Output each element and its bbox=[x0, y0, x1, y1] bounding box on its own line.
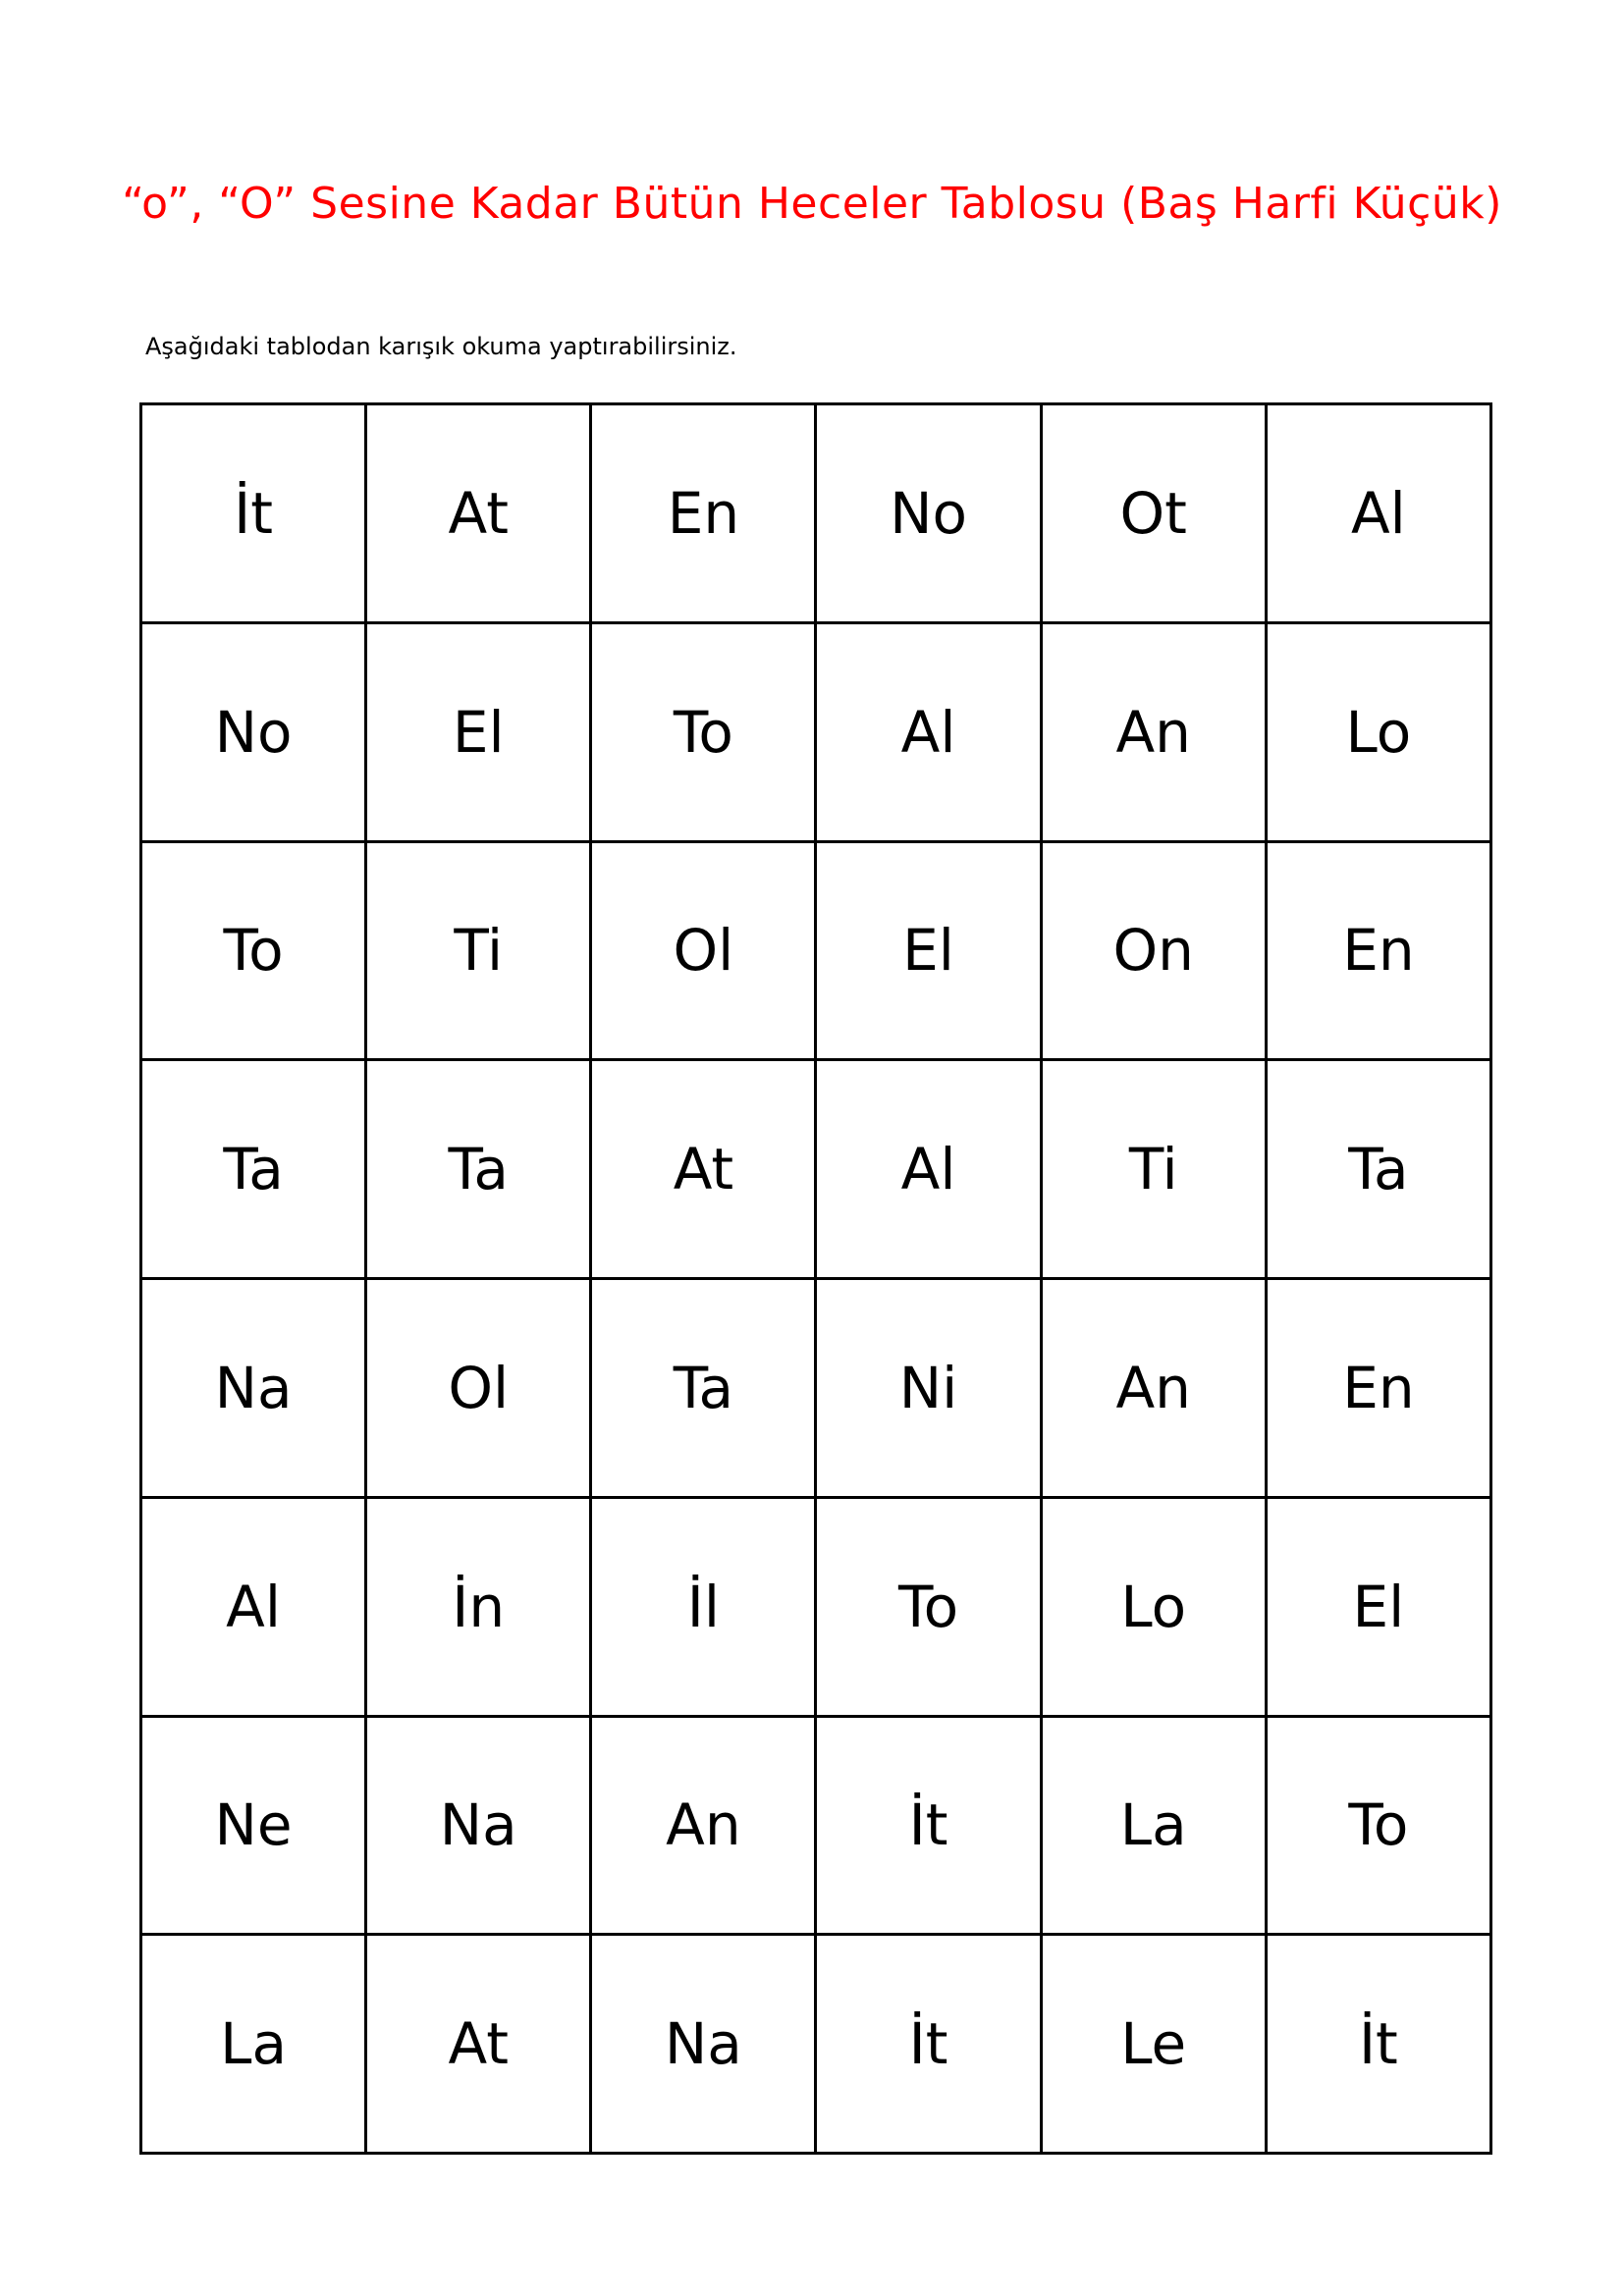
syllable-cell: Al bbox=[816, 1060, 1041, 1279]
syllable-cell: Na bbox=[591, 1935, 816, 2154]
syllable-cell: İn bbox=[366, 1497, 591, 1716]
syllable-cell: La bbox=[141, 1935, 366, 2154]
table-row bbox=[141, 1716, 1491, 1935]
syllable-cell: Ol bbox=[366, 1279, 591, 1498]
syllable-cell: On bbox=[1041, 841, 1266, 1060]
syllable-cell: At bbox=[366, 1935, 591, 2154]
syllable-cell: Ot bbox=[1041, 404, 1266, 623]
syllable-cell: Ti bbox=[366, 841, 591, 1060]
table-row bbox=[141, 841, 1491, 1060]
table-row bbox=[141, 1497, 1491, 1716]
syllable-cell: İt bbox=[816, 1935, 1041, 2154]
syllable-cell: El bbox=[366, 622, 591, 841]
syllable-cell: Al bbox=[816, 622, 1041, 841]
syllable-cell: Ni bbox=[816, 1279, 1041, 1498]
syllable-cell: Ol bbox=[591, 841, 816, 1060]
syllable-cell: El bbox=[816, 841, 1041, 1060]
table-row bbox=[141, 1279, 1491, 1498]
syllable-cell: El bbox=[1266, 1497, 1490, 1716]
syllable-cell: To bbox=[1266, 1716, 1490, 1935]
instruction-text: Aşağıdaki tablodan karışık okuma yaptırabilirsiniz. bbox=[145, 333, 737, 360]
syllable-cell: Lo bbox=[1041, 1497, 1266, 1716]
syllable-cell: İl bbox=[591, 1497, 816, 1716]
syllable-cell: Lo bbox=[1266, 622, 1490, 841]
syllable-cell: Al bbox=[1266, 404, 1490, 623]
syllable-cell: Le bbox=[1041, 1935, 1266, 2154]
table-row bbox=[141, 622, 1491, 841]
syllable-cell: La bbox=[1041, 1716, 1266, 1935]
table-row bbox=[141, 404, 1491, 623]
table-row bbox=[141, 1935, 1491, 2154]
syllable-cell: Ta bbox=[591, 1279, 816, 1498]
page-title: “o”, “O” Sesine Kadar Bütün Heceler Tablosu (Baş Harfi Küçük) bbox=[122, 179, 1502, 229]
syllable-cell: En bbox=[1266, 1279, 1490, 1498]
syllable-table bbox=[139, 402, 1492, 2155]
syllable-cell: Ta bbox=[366, 1060, 591, 1279]
syllable-cell: Ta bbox=[1266, 1060, 1490, 1279]
syllable-cell: No bbox=[141, 622, 366, 841]
syllable-cell: İt bbox=[816, 1716, 1041, 1935]
syllable-cell: An bbox=[1041, 622, 1266, 841]
syllable-cell: To bbox=[816, 1497, 1041, 1716]
syllable-cell: An bbox=[1041, 1279, 1266, 1498]
syllable-cell: At bbox=[366, 404, 591, 623]
syllable-cell: No bbox=[816, 404, 1041, 623]
syllable-cell: Ta bbox=[141, 1060, 366, 1279]
syllable-cell: En bbox=[591, 404, 816, 623]
table-row bbox=[141, 1060, 1491, 1279]
syllable-cell: At bbox=[591, 1060, 816, 1279]
syllable-cell: Ne bbox=[141, 1716, 366, 1935]
syllable-cell: To bbox=[591, 622, 816, 841]
syllable-cell: Na bbox=[141, 1279, 366, 1498]
syllable-cell: To bbox=[141, 841, 366, 1060]
syllable-cell: İt bbox=[141, 404, 366, 623]
syllable-cell: Ti bbox=[1041, 1060, 1266, 1279]
syllable-cell: An bbox=[591, 1716, 816, 1935]
syllable-cell: Al bbox=[141, 1497, 366, 1716]
syllable-cell: En bbox=[1266, 841, 1490, 1060]
syllable-cell: Na bbox=[366, 1716, 591, 1935]
syllable-cell: İt bbox=[1266, 1935, 1490, 2154]
